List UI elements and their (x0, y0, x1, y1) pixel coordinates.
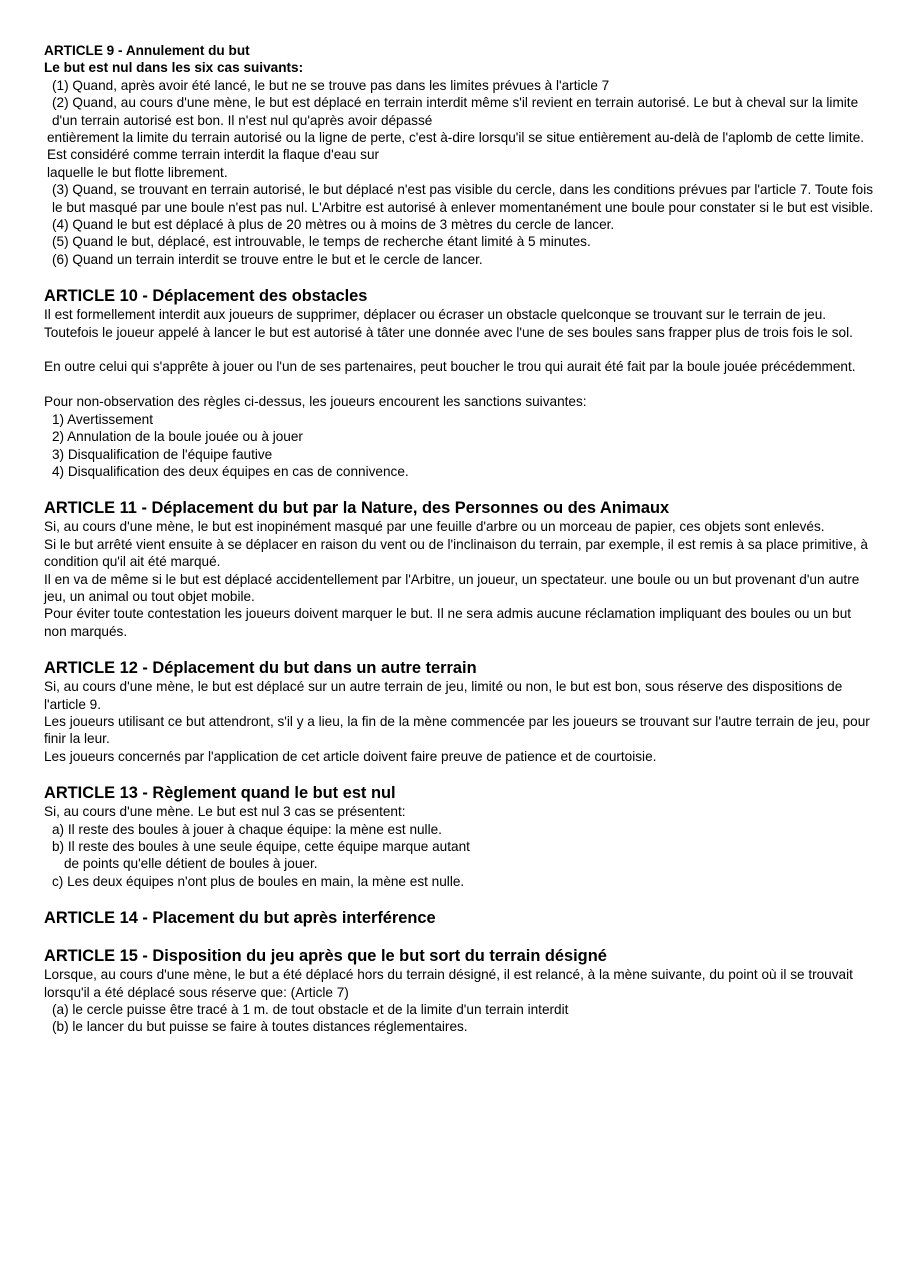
article-9 (44, 42, 874, 268)
article-11-body (44, 518, 874, 640)
article-9-case: (1) Quand, après avoir été lancé, le but ne se trouve pas dans les limites prévues à l'article 7 (52, 77, 610, 93)
article-9-cases (44, 77, 874, 268)
article-12-body (44, 678, 874, 765)
article-15-condition: (a) le cercle puisse être tracé à 1 m. de tout obstacle et de la limite d'un terrain interdit (52, 1002, 569, 1018)
article-15 (44, 946, 874, 1036)
article-9-title: ARTICLE 9 - Annulement du but (44, 43, 250, 58)
sanction-item: 4) Disqualification des deux équipes en cas de connivence. (52, 463, 409, 479)
article-10-sanctions-list (44, 411, 874, 481)
article-12-paragraph: Si, au cours d'une mène, le but est déplacé sur un autre terrain de jeu, limité ou non, le but est bon, sous réserve des dispositions de l'article 9. (44, 679, 843, 712)
article-13-case: de points qu'elle détient de boules à jouer. (64, 856, 318, 872)
article-13-case: a) Il reste des boules à jouer à chaque équipe: la mène est nulle. (52, 821, 442, 837)
article-15-title: ARTICLE 15 - Disposition du jeu après que le but sort du terrain désigné (44, 947, 607, 966)
article-15-conditions (44, 1001, 874, 1036)
article-10-paragraph: Pour non-observation des règles ci-dessus, les joueurs encourent les sanctions suivantes: (44, 394, 587, 410)
article-12-paragraph: Les joueurs concernés par l'application de cet article doivent faire preuve de patience et de courtoisie. (44, 748, 657, 764)
article-12 (44, 658, 874, 765)
article-13-intro: Si, au cours d'une mène. Le but est nul 3 cas se présentent: (44, 804, 406, 820)
article-12-paragraph: Les joueurs utilisant ce but attendront, s'il y a lieu, la fin de la mène commencée par les joueurs se trouvant sur l'autre terrain de jeu, pour finir la leur. (44, 713, 870, 747)
article-14 (44, 908, 874, 928)
article-13-cases (44, 821, 874, 891)
article-13 (44, 783, 874, 890)
article-9-case: laquelle le but flotte librement. (47, 164, 228, 180)
article-12-title: ARTICLE 12 - Déplacement du but dans un autre terrain (44, 659, 477, 678)
article-10-paragraph: Il est formellement interdit aux joueurs de supprimer, déplacer ou écraser un obstacle quelconque se trouvant sur le terrain de jeu. Toutefois le joueur appelé à lancer le but est autorisé à tâter une donnée avec l'une de ses boules sans frapper plus de trois fois le sol. (44, 307, 853, 340)
sanction-item: 2) Annulation de la boule jouée ou à jouer (52, 429, 303, 445)
article-13-case: b) Il reste des boules à une seule équipe, cette équipe marque autant (52, 839, 470, 854)
article-11 (44, 498, 874, 640)
article-9-subtitle: Le but est nul dans les six cas suivants: (44, 60, 304, 76)
article-9-case: (3) Quand, se trouvant en terrain autorisé, le but déplacé n'est pas visible du cercle, dans les conditions prévues par l'article 7. Toute fois le but masqué par une boule n'est pas nul. L'Arbitre est autorisé à enlever momentanément une boule pour constater si le but est visible. (52, 182, 874, 215)
sanction-item: 3) Disqualification de l'équipe fautive (52, 446, 273, 462)
article-13-case: c) Les deux équipes n'ont plus de boules en main, la mène est nulle. (52, 873, 465, 889)
article-11-paragraph: Il en va de même si le but est déplacé accidentellement par l'Arbitre, un joueur, un spectateur. une boule ou un but provenant d'un autre jeu, un animal ou tout objet mobile. (44, 571, 860, 604)
article-9-case: (4) Quand le but est déplacé à plus de 20 mètres ou à moins de 3 mètres du cercle de lancer. (52, 217, 615, 233)
sanction-item: 1) Avertissement (52, 411, 153, 427)
article-9-case: (5) Quand le but, déplacé, est introuvable, le temps de recherche étant limité à 5 minutes. (52, 234, 591, 250)
article-10-paragraph: En outre celui qui s'apprête à jouer ou l'un de ses partenaires, peut boucher le trou qui aurait été fait par la boule jouée précédemment. (44, 359, 856, 375)
article-13-title: ARTICLE 13 - Règlement quand le but est nul (44, 784, 396, 803)
article-9-case: (2) Quand, au cours d'une mène, le but est déplacé en terrain interdit même s'il revient en terrain autorisé. Le but à cheval sur la limite d'un terrain autorisé est bon. Il n'est nul qu'après avoir dépassé (52, 95, 859, 128)
article-15-condition: (b) le lancer du but puisse se faire à toutes distances réglementaires. (52, 1019, 468, 1035)
article-9-case: entièrement la limite du terrain autorisé ou la ligne de perte, c'est à-dire lorsqu'il se situe entièrement au-delà de l'aplomb de cette limite. Est considéré comme terrain interdit la flaque d'eau sur (47, 130, 865, 163)
article-15-intro: Lorsque, au cours d'une mène, le but a été déplacé hors du terrain désigné, il est relancé, à la mène suivante, du point où il se trouvait lorsqu'il a été déplacé sous réserve que: (Article 7) (44, 967, 853, 1000)
article-11-paragraph: Si le but arrêté vient ensuite à se déplacer en raison du vent ou de l'inclinaison du terrain, par exemple, il est remis à sa place primitive, à condition qu'il ait été marqué. (44, 536, 868, 570)
article-11-title: ARTICLE 11 - Déplacement du but par la Nature, des Personnes ou des Animaux (44, 499, 670, 518)
article-10 (44, 286, 874, 480)
document-page (44, 42, 874, 1036)
article-11-paragraph: Pour éviter toute contestation les joueurs doivent marquer le but. Il ne sera admis aucune réclamation impliquant des boules ou un but non marqués. (44, 606, 852, 639)
article-9-case: (6) Quand un terrain interdit se trouve entre le but et le cercle de lancer. (52, 251, 483, 267)
article-14-title: ARTICLE 14 - Placement du but après interférence (44, 909, 436, 928)
article-10-title: ARTICLE 10 - Déplacement des obstacles (44, 287, 368, 306)
article-11-paragraph: Si, au cours d'une mène, le but est inopinément masqué par une feuille d'arbre ou un morceau de papier, ces objets sont enlevés. (44, 519, 825, 535)
